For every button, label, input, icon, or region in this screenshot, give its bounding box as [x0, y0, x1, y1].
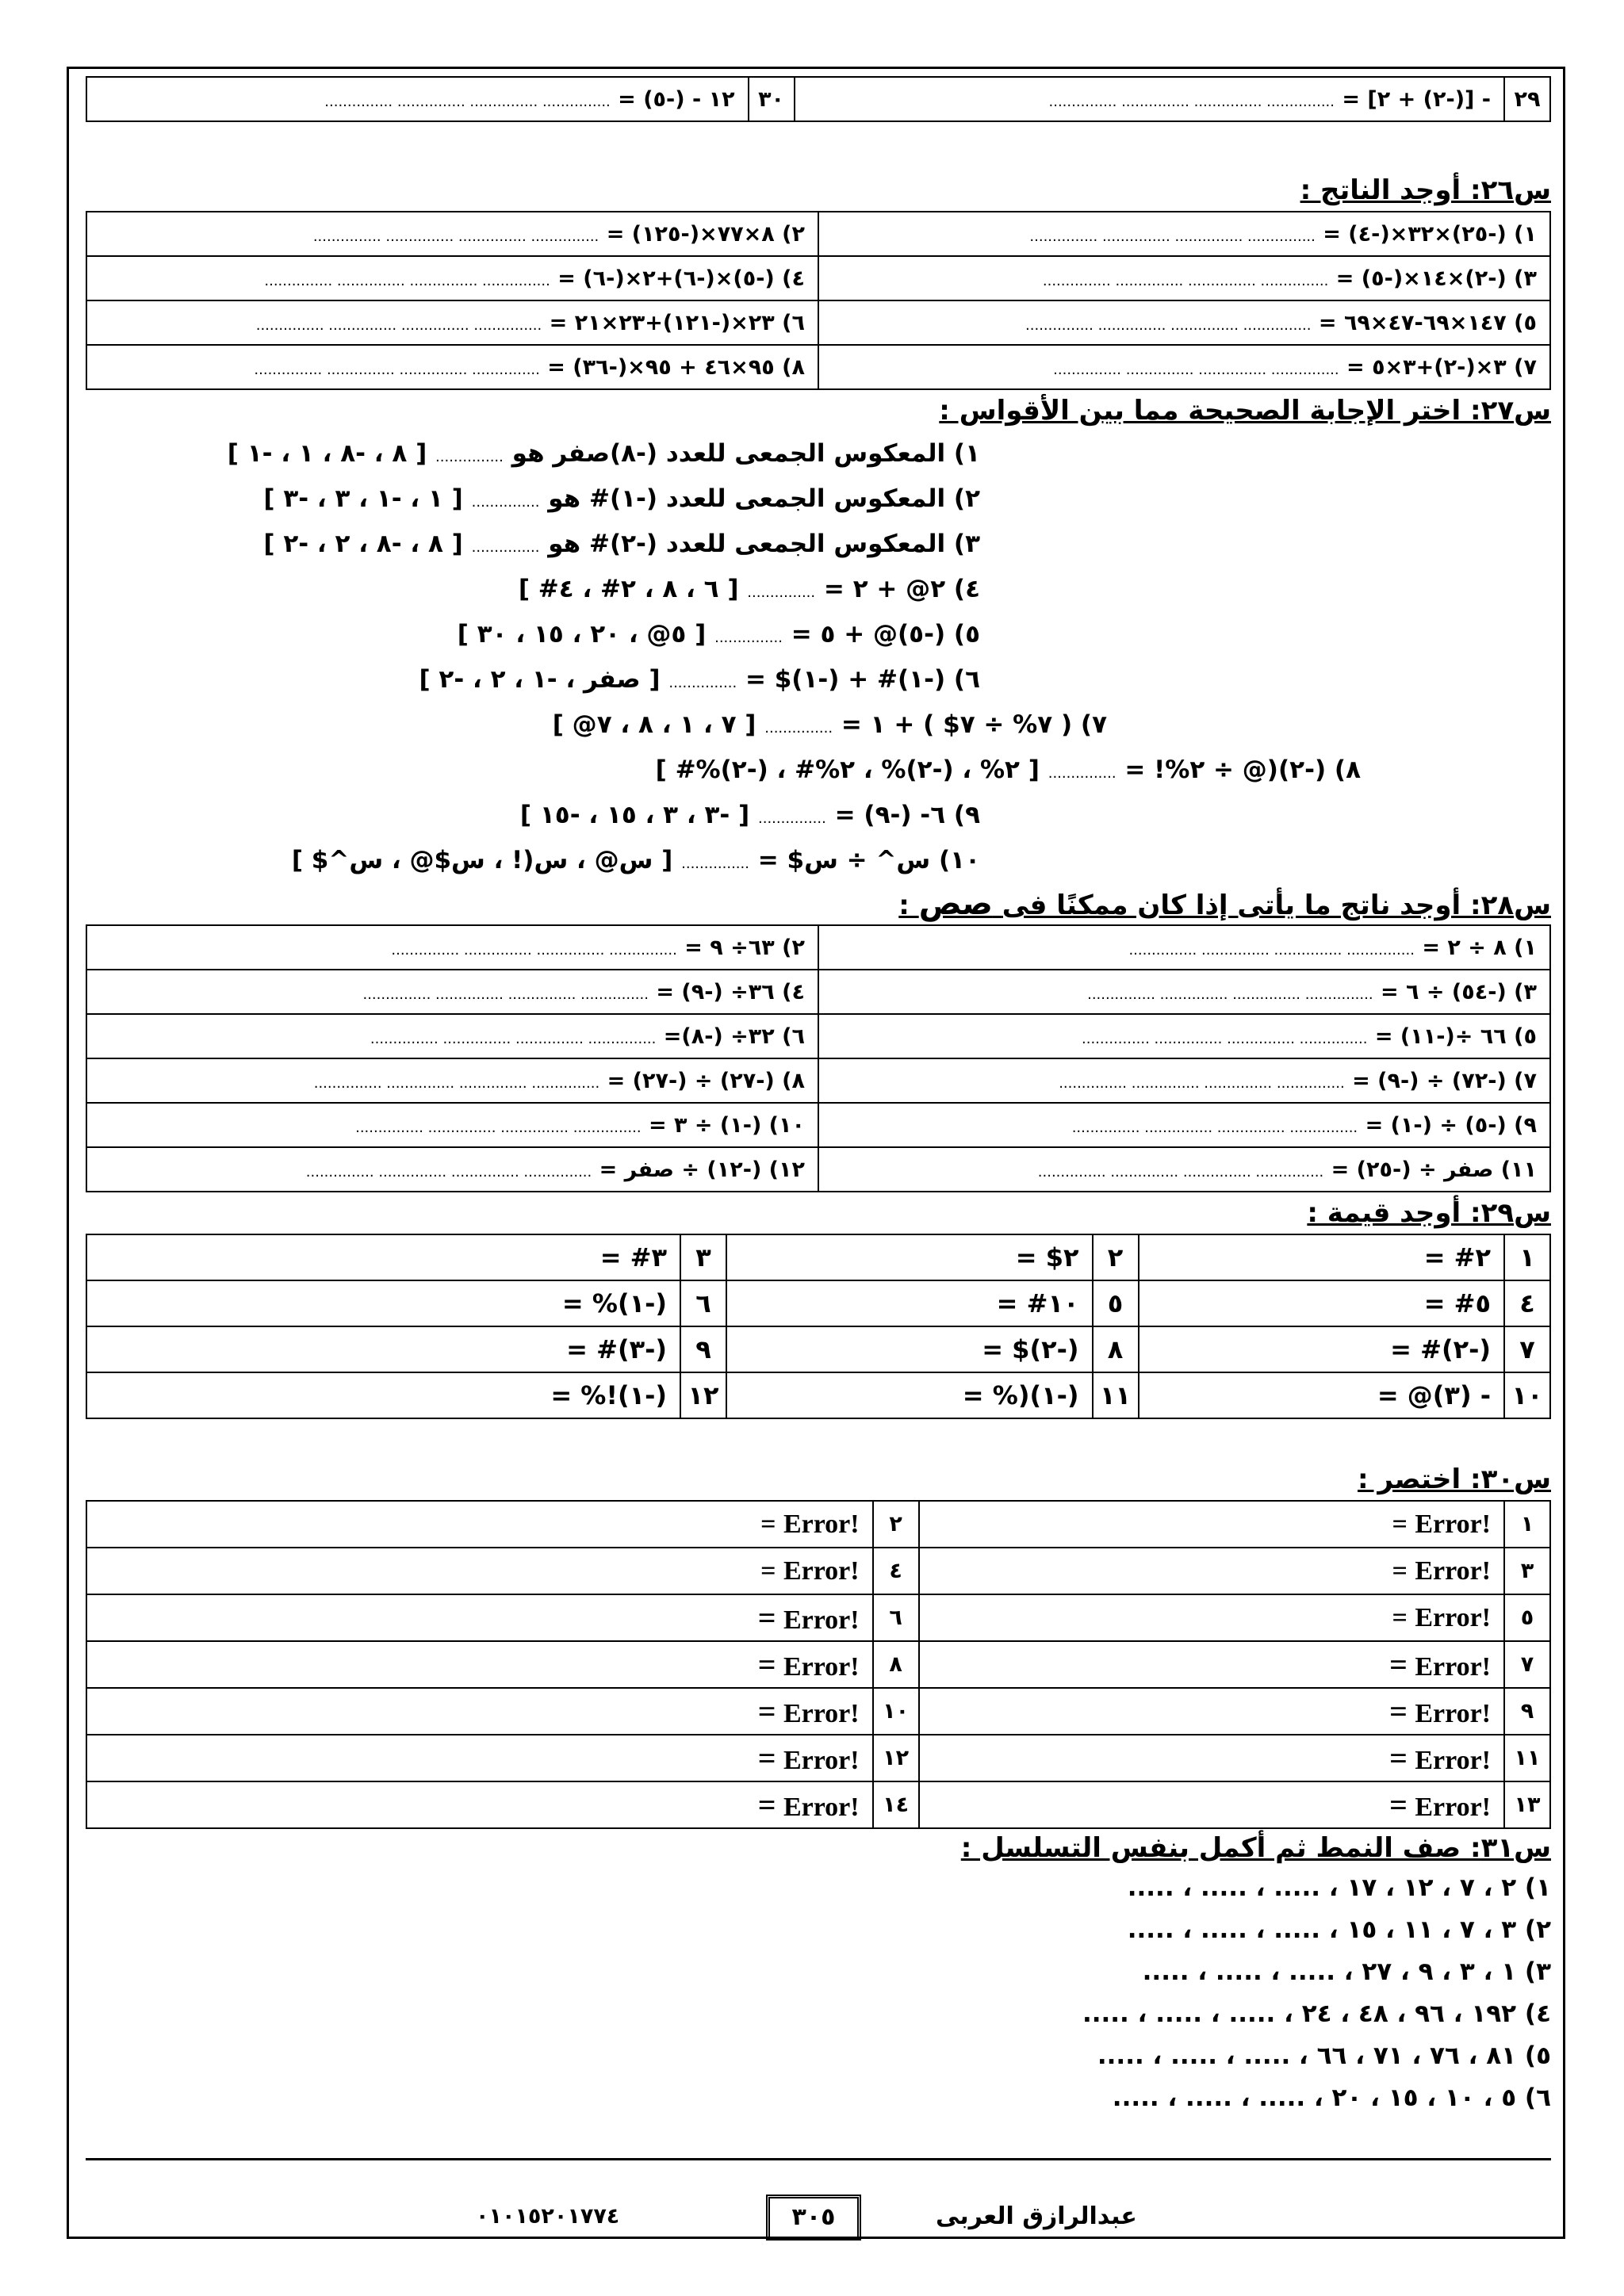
expression-cell: - [(-٢) + ٢] = ............... ............... ............... ...............	[795, 77, 1504, 121]
item-number: ٧	[1504, 1326, 1550, 1372]
item-number: ٤	[1504, 1280, 1550, 1326]
expression-cell: - (٣)@ =	[1139, 1372, 1505, 1418]
choices: [ -٣ ، ٣ ، ١٥ ، -١٥ ]	[519, 801, 750, 829]
expression-cell: (-١)% =	[86, 1280, 680, 1326]
error-text: !Error	[783, 1746, 860, 1775]
integer-set-symbol: صص	[918, 886, 993, 922]
list-item: ٥) ٨١ ، ٧٦ ، ٧١ ، ٦٦ ، ..... ، ..... ، .....	[1097, 2042, 1551, 2070]
table-row	[86, 1234, 1550, 1280]
answer-blank[interactable]: ...............	[714, 629, 783, 646]
error-text: !Error	[1415, 1602, 1491, 1632]
table-row	[86, 925, 1550, 970]
table-row	[86, 1688, 1550, 1735]
q27-list	[86, 431, 1551, 883]
list-item: ٦) (-١)# + (-١)$ = ............... [ صفر ، -١ ، ٢ ، -٢ ]	[419, 665, 980, 694]
item-number: ١	[1504, 1501, 1550, 1548]
item-number: ١٤	[873, 1781, 919, 1828]
expression-cell: ٨) (-٢٧) ÷ (-٢٧) = ............... ............... ............... ...............	[86, 1058, 818, 1103]
q29-table	[86, 1234, 1551, 1419]
answer-blank[interactable]: ...............	[758, 810, 826, 827]
error-text: !Error	[1415, 1509, 1491, 1539]
table-row	[86, 212, 1550, 256]
expression-cell: !Error =	[919, 1594, 1504, 1641]
answer-blank[interactable]: ...............	[668, 675, 737, 691]
answer-blank[interactable]: ............... ............... ............... ...............	[391, 941, 677, 959]
answer-blank[interactable]: ...............	[1048, 765, 1116, 782]
expression-cell: !Error =	[919, 1781, 1504, 1828]
expression-cell: !Error =	[919, 1688, 1504, 1735]
answer-blank[interactable]: ............... ............... ............... ...............	[305, 1163, 592, 1181]
table-row	[86, 1326, 1550, 1372]
answer-blank[interactable]: ...............	[681, 855, 749, 872]
error-text: !Error	[1415, 1793, 1491, 1822]
error-text: !Error	[1415, 1746, 1491, 1775]
q28-heading: س٢٨: أوجد ناتج ما يأتى إذا كان ممكنًا فى صص :	[898, 886, 1551, 922]
item-number: ٢	[1093, 1234, 1139, 1280]
item-number: ٣٠	[749, 77, 795, 121]
footer-phone: ٠١٠١٥٢٠١٧٧٤	[476, 2204, 620, 2229]
item-number: ٤	[873, 1548, 919, 1594]
choices: [ ١ ، -١ ، ٣ ، -٣ ]	[263, 484, 463, 513]
expression-cell: ٥# =	[1139, 1280, 1505, 1326]
expression-cell: (-١)(% =	[726, 1372, 1093, 1418]
expression-cell: !Error =	[919, 1641, 1504, 1688]
answer-blank[interactable]: ...............	[471, 494, 540, 511]
answer-blank[interactable]: ............... ............... ............... ...............	[1053, 361, 1339, 378]
table-row	[86, 345, 1550, 389]
item-number: ١٠	[873, 1688, 919, 1735]
expression-cell: ١) ٨ ÷ ٢ = ............... ............... ............... ...............	[818, 925, 1550, 970]
error-text: !Error	[1415, 1652, 1491, 1682]
table-row	[86, 1501, 1550, 1548]
table-row	[86, 1641, 1550, 1688]
q31-heading: س٣١: صف النمط ثم أكمل بنفس التسلسل :	[960, 1832, 1551, 1864]
answer-blank[interactable]: ............... ............... ............... ...............	[1128, 941, 1415, 959]
table-row	[86, 1280, 1550, 1326]
expression-cell: !Error =	[86, 1688, 873, 1735]
table-row	[86, 256, 1550, 300]
answer-blank[interactable]: ............... ............... ............... ...............	[1029, 228, 1316, 245]
expression-cell: ٥) ١٤٧×٦٩-٤٧×٦٩ = ............... ............... ............... ...............	[818, 300, 1550, 345]
table-row	[86, 1147, 1550, 1192]
item-number: ٥	[1504, 1594, 1550, 1641]
item-number: ١٠	[1504, 1372, 1550, 1418]
answer-blank[interactable]: ...............	[764, 720, 833, 737]
q26-table	[86, 211, 1551, 390]
item-number: ٥	[1093, 1280, 1139, 1326]
answer-blank[interactable]: ...............	[747, 584, 816, 601]
expression-cell: ٣) (-٢)×١٤×(-٥) = ............... ............... ............... ...............	[818, 256, 1550, 300]
expression-cell: !Error =	[919, 1501, 1504, 1548]
error-text: !Error	[783, 1509, 860, 1539]
table-row	[86, 1594, 1550, 1641]
expression-cell: (-٢)$ =	[726, 1326, 1093, 1372]
expression-cell: ٦) ٣٢÷ (-٨)= ............... ............... ............... ...............	[86, 1014, 818, 1058]
list-item: ٣) ١ ، ٣ ، ٩ ، ٢٧ ، ..... ، ..... ، .....	[1142, 1957, 1551, 1986]
expression-cell: ١٢ - (-٥) = ............... ............... ............... ...............	[86, 77, 749, 121]
item-number: ٩	[680, 1326, 726, 1372]
choices: [ س@ ، س(! ، س$@ ، س^$ ]	[291, 846, 673, 874]
answer-blank[interactable]: ............... ............... ............... ...............	[1025, 316, 1312, 334]
expression-cell: !Error =	[86, 1594, 873, 1641]
list-item: ١٠) س^ ÷ س$ = ............... [ س@ ، س(! ، س$@ ، س^$ ]	[291, 846, 980, 874]
answer-blank[interactable]: ...............	[435, 449, 504, 465]
expression-cell: !Error =	[86, 1548, 873, 1594]
list-item: ٩) ٦- (-٩) = ............... [ -٣ ، ٣ ، ١٥ ، -١٥ ]	[519, 801, 980, 829]
expression-cell: ٤) ٣٦÷ (-٩) = ............... ............... ............... ...............	[86, 970, 818, 1014]
table-row	[86, 77, 1550, 121]
answer-blank[interactable]: ............... ............... ............... ...............	[313, 1074, 600, 1092]
expression-cell: ٦) ٢٣×(-١٢١)+٢٣×٢١ = ............... ............... ............... ...............	[86, 300, 818, 345]
error-text: !Error	[1415, 1699, 1491, 1728]
footer-divider	[86, 2158, 1551, 2160]
expression-cell: ٥) ٦٦ ÷(-١١) = ............... ............... ............... ...............	[818, 1014, 1550, 1058]
expression-cell: ٢) ٨×٧٧×(-١٢٥) = ............... ............... ............... ...............	[86, 212, 818, 256]
item-number: ١	[1504, 1234, 1550, 1280]
choices: [ ٥@ ، ٢٠ ، ١٥ ، ٣٠ ]	[457, 620, 707, 649]
expression-cell: !Error =	[919, 1735, 1504, 1781]
expression-cell: !Error =	[86, 1735, 873, 1781]
table-row	[86, 1014, 1550, 1058]
expression-cell: ١١) صفر ÷ (-٢٥) = ............... ............... ............... ...............	[818, 1147, 1550, 1192]
q27-heading: س٢٧: اختر الإجابة الصحيحة مما بين الأقواس :	[939, 395, 1551, 427]
answer-blank[interactable]: ............... ............... ............... ...............	[1082, 1030, 1368, 1047]
top-table	[86, 76, 1551, 122]
error-text: !Error	[1415, 1556, 1491, 1586]
answer-blank[interactable]: ............... ............... ............... ...............	[1037, 1163, 1324, 1181]
error-text: !Error	[783, 1556, 860, 1586]
list-item: ٨) (-٢)(@ ÷ ٢%! = ............... [ ٢% ، (-٢)% ، ٢%# ، (-٢)%# ]	[655, 756, 1361, 784]
q29-heading: س٢٩: أوجد قيمة :	[1307, 1197, 1551, 1229]
list-item: ٢) المعكوس الجمعى للعدد (-١)# هو ............... [ ١ ، -١ ، ٣ ، -٣ ]	[263, 484, 980, 513]
expression-cell: ٤) (-٥)×(-٦)+٢×(-٦) = ............... ............... ............... ...............	[86, 256, 818, 300]
expression-cell: ٣) (-٥٤) ÷ ٦ = ............... ............... ............... ...............	[818, 970, 1550, 1014]
expression-cell: ٣# =	[86, 1234, 680, 1280]
list-item: ٦) ٥ ، ١٠ ، ١٥ ، ٢٠ ، ..... ، ..... ، .....	[1112, 2084, 1551, 2112]
answer-blank[interactable]: ............... ............... ............... ...............	[1048, 93, 1335, 110]
q30-table	[86, 1500, 1551, 1829]
item-number: ٣	[680, 1234, 726, 1280]
answer-blank[interactable]: ............... ............... ............... ...............	[255, 316, 542, 334]
item-number: ٧	[1504, 1641, 1550, 1688]
item-number: ٦	[680, 1280, 726, 1326]
answer-blank[interactable]: ............... ............... ............... ...............	[312, 228, 599, 245]
choices: [ ٢% ، (-٢)% ، ٢%# ، (-٢)%# ]	[655, 756, 1040, 784]
table-row	[86, 970, 1550, 1014]
table-row	[86, 300, 1550, 345]
list-item: ٧) ( ٧% ÷ ٧$ ) + ١ = ............... [ ٧ ، ١ ، ٨ ، ٧@ ]	[552, 710, 1107, 739]
answer-blank[interactable]: ...............	[471, 539, 540, 556]
item-number: ٢٩	[1504, 77, 1550, 121]
item-number: ٨	[873, 1641, 919, 1688]
error-text: !Error	[783, 1699, 860, 1728]
expression-cell: ١٢) (-١٢) ÷ صفر = ............... ............... ............... ...............	[86, 1147, 818, 1192]
answer-blank[interactable]: ............... ............... ............... ...............	[355, 1119, 642, 1136]
expression-cell: !Error =	[86, 1641, 873, 1688]
footer-author: عبدالرازق العربى	[936, 2202, 1137, 2230]
expression-cell: ٢# =	[1139, 1234, 1505, 1280]
choices: [ ٨ ، -٨ ، ١ ، -١ ]	[227, 439, 427, 468]
expression-cell: ١٠) (-١) ÷ ٣ = ............... ............... ............... ...............	[86, 1103, 818, 1147]
table-row	[86, 1372, 1550, 1418]
item-number: ١١	[1504, 1735, 1550, 1781]
expression-cell: !Error =	[919, 1548, 1504, 1594]
expression-cell: ٧) (-٧٢) ÷ (-٩) = ............... ............... ............... ...............	[818, 1058, 1550, 1103]
answer-blank[interactable]: ............... ............... ............... ...............	[362, 985, 649, 1003]
expression-cell: (-٢)# =	[1139, 1326, 1505, 1372]
answer-blank[interactable]: ............... ............... ............... ...............	[1071, 1119, 1358, 1136]
list-item: ٤) ٢@ + ٢ = ............... [ ٦ ، ٨ ، ٢# ، ٤# ]	[518, 575, 980, 603]
table-row	[86, 1548, 1550, 1594]
item-number: ٢	[873, 1501, 919, 1548]
item-number: ٦	[873, 1594, 919, 1641]
worksheet	[86, 76, 1551, 2119]
list-item: ٢) ٣ ، ٧ ، ١١ ، ١٥ ، ..... ، ..... ، .....	[1127, 1915, 1551, 1944]
answer-blank[interactable]: ............... ............... ............... ...............	[254, 361, 540, 378]
error-text: !Error	[783, 1605, 860, 1635]
expression-cell: ٢$ =	[726, 1234, 1093, 1280]
list-item: ١) المعكوس الجمعى للعدد (-٨)صفر هو ............... [ ٨ ، -٨ ، ١ ، -١ ]	[227, 439, 980, 468]
error-text: !Error	[783, 1793, 860, 1822]
table-row	[86, 1735, 1550, 1781]
answer-blank[interactable]: ............... ............... ............... ...............	[1042, 272, 1329, 289]
expression-cell: ٩) (-٥) ÷ (-١) = ............... ............... ............... ...............	[818, 1103, 1550, 1147]
list-item: ٤) ١٩٢ ، ٩٦ ، ٤٨ ، ٢٤ ، ..... ، ..... ، .....	[1082, 1999, 1551, 2028]
item-number: ١٢	[680, 1372, 726, 1418]
page-number: ٣٠٥	[766, 2195, 861, 2241]
item-number: ١٢	[873, 1735, 919, 1781]
error-text: !Error	[783, 1652, 860, 1682]
choices: [ ٧ ، ١ ، ٨ ، ٧@ ]	[552, 710, 756, 739]
expression-cell: ٨) ٩٥×٤٦ + ٩٥×(-٣٦) = ............... ............... ............... ...............	[86, 345, 818, 389]
list-item: ٥) (-٥)@ + ٥ = ............... [ ٥@ ، ٢٠ ، ١٥ ، ٣٠ ]	[457, 620, 980, 649]
expression-cell: ١) (-٢٥)×٣٢×(-٤) = ............... ............... ............... ...............	[818, 212, 1550, 256]
item-number: ٩	[1504, 1688, 1550, 1735]
expression-cell: ١٠# =	[726, 1280, 1093, 1326]
expression-cell: ٢) ٦٣÷ ٩ = ............... ............... ............... ...............	[86, 925, 818, 970]
answer-blank[interactable]: ............... ............... ............... ...............	[1059, 1074, 1345, 1092]
list-item: ١) ٢ ، ٧ ، ١٢ ، ١٧ ، ..... ، ..... ، .....	[1127, 1873, 1551, 1902]
expression-cell: ٧) ٣×(-٢)+٣×٥ = ............... ............... ............... ...............	[818, 345, 1550, 389]
choices: [ ٨ ، -٨ ، ٢ ، -٢ ]	[263, 530, 463, 558]
answer-blank[interactable]: ............... ............... ............... ...............	[324, 93, 611, 110]
answer-blank[interactable]: ............... ............... ............... ...............	[1087, 985, 1373, 1003]
q28-table	[86, 924, 1551, 1192]
q26-heading: س٢٦: أوجد الناتج :	[1300, 174, 1551, 206]
choices: [ صفر ، -١ ، ٢ ، -٢ ]	[419, 665, 661, 694]
expression-cell: (-١)!% =	[86, 1372, 680, 1418]
table-row	[86, 1781, 1550, 1828]
table-row	[86, 1058, 1550, 1103]
item-number: ١١	[1093, 1372, 1139, 1418]
item-number: ٨	[1093, 1326, 1139, 1372]
answer-blank[interactable]: ............... ............... ............... ...............	[370, 1030, 657, 1047]
expression-cell: (-٣)# =	[86, 1326, 680, 1372]
expression-cell: !Error =	[86, 1501, 873, 1548]
item-number: ٣	[1504, 1548, 1550, 1594]
q31-list	[86, 1867, 1551, 2119]
list-item: ٣) المعكوس الجمعى للعدد (-٢)# هو ............... [ ٨ ، -٨ ، ٢ ، -٢ ]	[263, 530, 980, 558]
item-number: ١٣	[1504, 1781, 1550, 1828]
expression-cell: !Error =	[86, 1781, 873, 1828]
answer-blank[interactable]: ............... ............... ............... ...............	[264, 272, 550, 289]
choices: [ ٦ ، ٨ ، ٢# ، ٤# ]	[518, 575, 739, 603]
table-row	[86, 1103, 1550, 1147]
q30-heading: س٣٠: اختصر :	[1358, 1464, 1551, 1495]
